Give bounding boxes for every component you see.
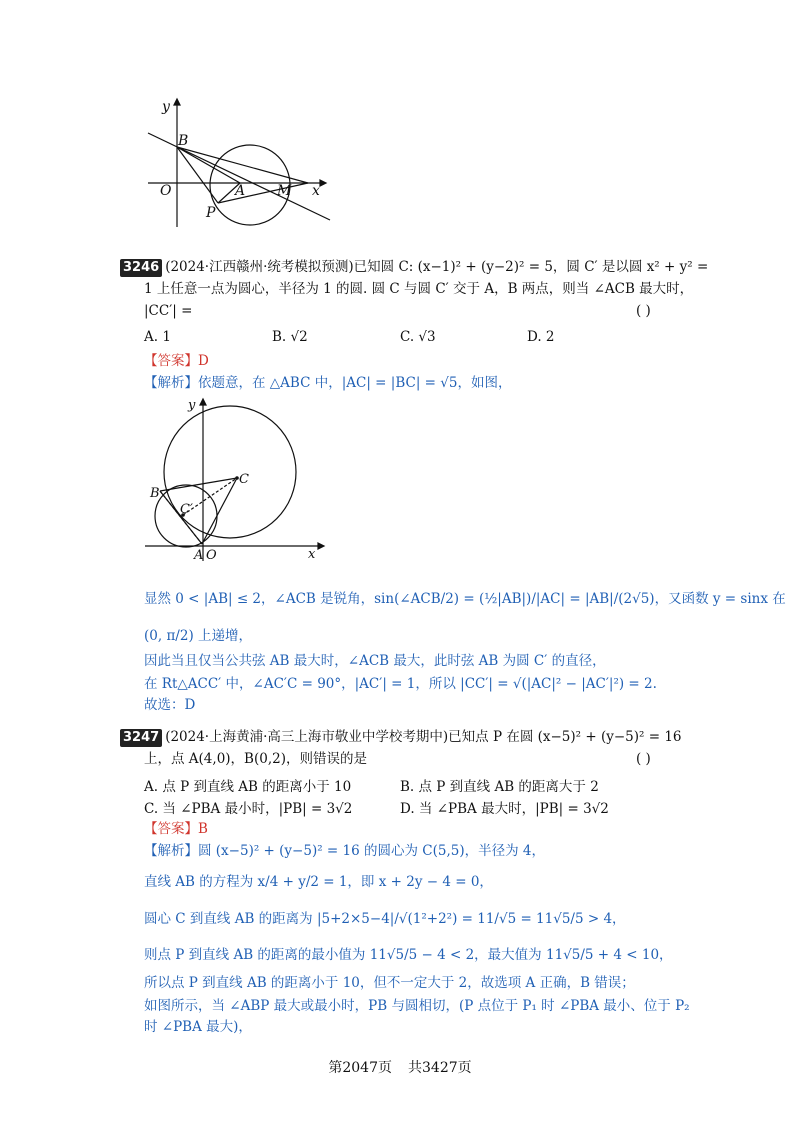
q3247-paren: ( ) (636, 751, 651, 767)
q3247-analysis-5: 所以点 P 到直线 AB 的距离小于 10，但不一定大于 2，故选项 A 正确，B 错误； (144, 975, 635, 991)
fig2-label-y: y (188, 398, 196, 413)
q3247-analysis-3: 圆心 C 到直线 AB 的距离为 |5+2×5−4|/√(1²+2²) = 11/√5 = 11√5/5 > 4， (144, 911, 626, 927)
q3246-line2: 1 上任意一点为圆心，半径为 1 的圆. 圆 C 与圆 C′ 交于 A，B 两点，则当 ∠ACB 最大时， (144, 281, 694, 297)
q3247-analysis-1: 【解析】圆 (x−5)² + (y−5)² = 16 的圆心为 C(5,5)，半径为 4， (144, 843, 545, 859)
fig2-label-c: C (239, 472, 249, 487)
q3247-analysis-4: 则点 P 到直线 AB 的距离的最小值为 11√5/5 − 4 < 2，最大值为 11√5/5 + 4 < 10， (144, 947, 673, 963)
q3247-line1: 3247 (2024·上海黄浦·高三上海市敬业中学校考期中)已知点 P 在圆 (x−5)² + (y−5)² = 16 (120, 728, 682, 747)
fig1-label-x: x (312, 183, 320, 199)
fig2-label-o: O (206, 548, 217, 563)
page-footer (0, 1057, 800, 1077)
page-total: 共3427页 (408, 1060, 472, 1076)
fig1-label-m: M (277, 183, 292, 199)
q3246-analysis-5: 在 Rt△ACC′ 中，∠AC′C = 90°，|AC′| = 1，所以 |CC′| = √(|AC|² − |AC′|²) = 2. (144, 676, 657, 692)
page-number: 第2047页 (328, 1060, 392, 1076)
q3247-option-a: A. 点 P 到直线 AB 的距离小于 10 (144, 779, 352, 795)
fig1-label-b: B (178, 133, 189, 149)
figure-2 (140, 393, 330, 565)
fig1-label-a: A (235, 183, 246, 199)
q3246-number: 3246 (120, 259, 162, 277)
q3246-paren: ( ) (636, 303, 651, 319)
q3246-analysis-6: 故选：D (144, 697, 196, 713)
fig1-label-o: O (160, 183, 172, 199)
q3247-option-b: B. 点 P 到直线 AB 的距离大于 2 (400, 779, 599, 795)
fig1-label-y: y (162, 99, 170, 115)
q3247-analysis-6: 如图所示，当 ∠ABP 最大或最小时，PB 与圆相切，(P 点位于 P₁ 时 ∠PBA 最小、位于 P₂ (144, 998, 690, 1014)
q3247-answer: 【答案】B (144, 821, 208, 837)
fig1-label-p: P (206, 205, 216, 221)
q3246-analysis-2: 显然 0 < |AB| ≤ 2，∠ACB 是锐角，sin(∠ACB/2) = (½|AB|)/|AC| = |AB|/(2√5)，又函数 y = sinx 在 (144, 591, 786, 607)
q3246-option-a: A. 1 (144, 329, 171, 345)
figure-1 (140, 95, 340, 230)
q3246-answer: 【答案】D (144, 353, 209, 369)
fig2-label-a: A (194, 548, 204, 563)
q3247-option-c: C. 当 ∠PBA 最小时，|PB| = 3√2 (144, 801, 353, 817)
q3246-option-b: B. √2 (272, 329, 308, 345)
q3246-option-c: C. √3 (400, 329, 436, 345)
fig2-label-b: B (150, 486, 160, 501)
q3246-analysis-1: 【解析】依题意，在 △ABC 中，|AC| = |BC| = √5，如图， (144, 375, 512, 391)
q3247-analysis-2: 直线 AB 的方程为 x/4 + y/2 = 1，即 x + 2y − 4 = 0， (144, 874, 493, 890)
q3247-line2: 上，点 A(4,0)，B(0,2)，则错误的是 (144, 751, 367, 767)
fig2-label-x: x (308, 547, 316, 562)
q3246-analysis-4: 因此当且仅当公共弦 AB 最大时，∠ACB 最大，此时弦 AB 为圆 C′ 的直径， (144, 653, 606, 669)
q3246-option-d: D. 2 (527, 329, 555, 345)
q3247-analysis-7: 时 ∠PBA 最大)， (144, 1019, 252, 1035)
fig2-label-cprime: C′ (180, 502, 193, 517)
q3246-line1: 3246 (2024·江西赣州·统考模拟预测)已知圆 C: (x−1)² + (y−2)² = 5，圆 C′ 是以圆 x² + y² = (120, 258, 708, 277)
q3247-number: 3247 (120, 729, 162, 747)
q3246-analysis-3: (0, π/2) 上递增， (144, 628, 253, 644)
q3247-option-d: D. 当 ∠PBA 最大时，|PB| = 3√2 (400, 801, 609, 817)
q3246-line3: |CC′| = (144, 303, 193, 319)
